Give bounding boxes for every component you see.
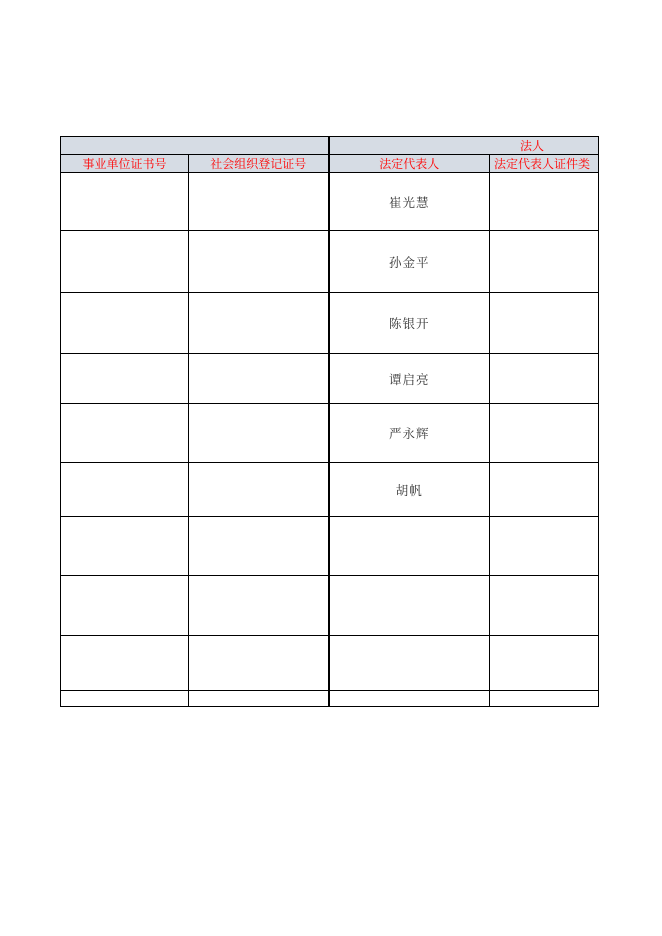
cell-cert-no[interactable] [61,404,189,463]
cell-legal-rep[interactable]: 谭启亮 [329,354,490,404]
spreadsheet-table [60,136,599,707]
group-header-row [61,137,599,155]
cell-org-reg-no[interactable] [189,173,329,231]
column-header-id-type[interactable]: 法定代表人证件类 [490,155,599,173]
cell-org-reg-no[interactable] [189,404,329,463]
cell-legal-rep[interactable] [329,691,490,707]
cell-id-type[interactable] [490,354,599,404]
table-row [61,517,599,576]
cell-org-reg-no[interactable] [189,517,329,576]
table-row [61,231,599,293]
cell-id-type[interactable] [490,404,599,463]
cell-id-type[interactable] [490,576,599,636]
table-row [61,636,599,691]
column-header-cert-no[interactable]: 事业单位证书号 [61,155,189,173]
cell-legal-rep[interactable] [329,517,490,576]
cell-id-type[interactable] [490,231,599,293]
cell-cert-no[interactable] [61,636,189,691]
cell-cert-no[interactable] [61,354,189,404]
table-row [61,404,599,463]
column-header-legal-rep[interactable]: 法定代表人 [329,155,490,173]
cell-org-reg-no[interactable] [189,463,329,517]
cell-id-type[interactable] [490,636,599,691]
table-row [61,354,599,404]
cell-cert-no[interactable] [61,691,189,707]
cell-legal-rep[interactable] [329,636,490,691]
cell-legal-rep[interactable] [329,576,490,636]
table-row [61,691,599,707]
table-row [61,463,599,517]
cell-cert-no[interactable] [61,231,189,293]
cell-legal-rep[interactable]: 严永辉 [329,404,490,463]
cell-cert-no[interactable] [61,173,189,231]
cell-org-reg-no[interactable] [189,231,329,293]
group-header-left[interactable] [61,137,329,155]
cell-id-type[interactable] [490,691,599,707]
table-row [61,293,599,354]
cell-org-reg-no[interactable] [189,576,329,636]
cell-cert-no[interactable] [61,293,189,354]
cell-legal-rep[interactable]: 崔光慧 [329,173,490,231]
group-header-legal-person[interactable]: 法人 [329,137,599,155]
cell-legal-rep[interactable]: 陈银开 [329,293,490,354]
cell-legal-rep[interactable]: 孙金平 [329,231,490,293]
column-header-org-reg-no[interactable]: 社会组织登记证号 [189,155,329,173]
cell-id-type[interactable] [490,173,599,231]
cell-cert-no[interactable] [61,576,189,636]
cell-id-type[interactable] [490,463,599,517]
cell-id-type[interactable] [490,293,599,354]
cell-org-reg-no[interactable] [189,691,329,707]
cell-cert-no[interactable] [61,517,189,576]
cell-id-type[interactable] [490,517,599,576]
cell-cert-no[interactable] [61,463,189,517]
cell-org-reg-no[interactable] [189,354,329,404]
cell-org-reg-no[interactable] [189,293,329,354]
table-row [61,576,599,636]
column-header-row [61,155,599,173]
table-row [61,173,599,231]
cell-legal-rep[interactable]: 胡帆 [329,463,490,517]
cell-org-reg-no[interactable] [189,636,329,691]
